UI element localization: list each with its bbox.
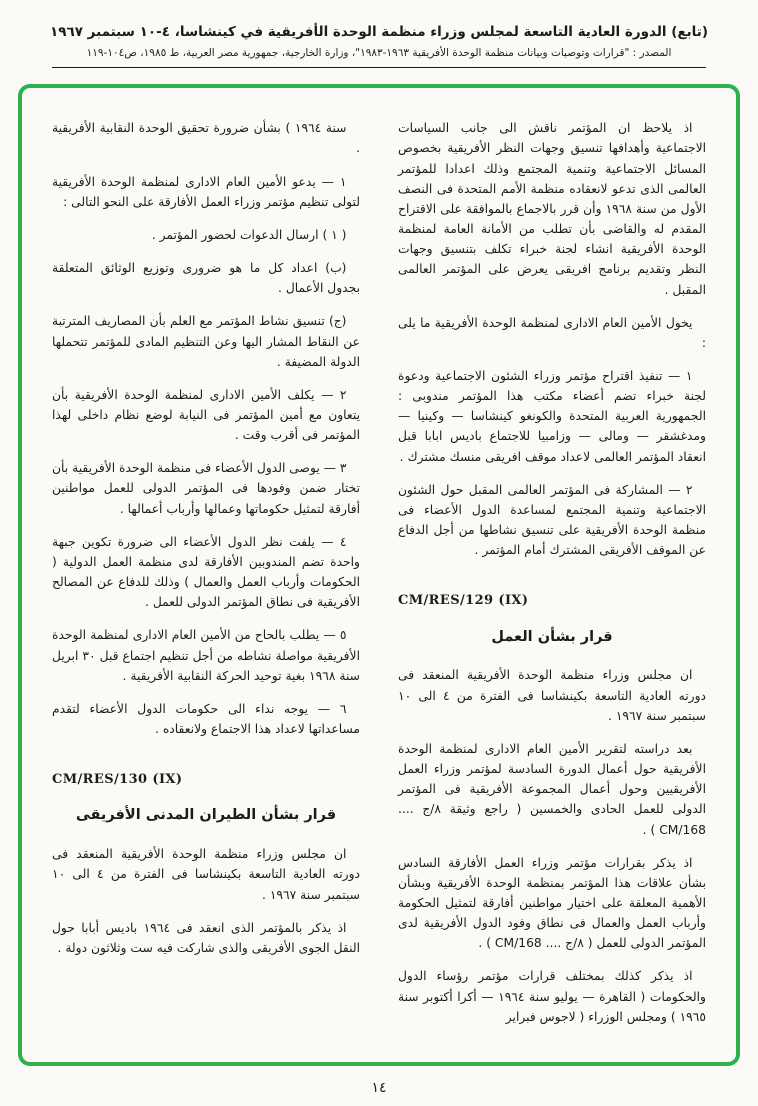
paragraph: ( ١ ) ارسال الدعوات لحضور المؤتمر . [151,227,347,242]
paragraph: (ج) تنسيق نشاط المؤتمر مع العلم بأن المصاريف المترتبة عن النقاط المشار اليها وعن التنظيم المادى للمؤتمر تتحملها الدولة المضيفة . [52,314,360,369]
page-header [0,22,758,68]
paragraph: اذ يلاحظ ان المؤتمر ناقش الى جانب السياسات الاجتماعية وأهدافها تنسيق وجهات النظر الأفريقية بخصوص المسائل الاجتماعية وتنمية المجتمع وذلك اعدادا للمؤتمر العالمى الذى تدعو لانعقاده منظمة الأمم المتحدة فى النصف الأول من سنة ١٩٦٨ وأن قرر بالاجماع بالموافقة على الاقتراح المقدم له والقاضى بأن تطلب من الأمانة العامة لمنظمة الوحدة الأفريقية انشاء لجنة خبراء تكلف بتنسيق وجهات النظر وتقديم برنامج افريقى يعرض على المؤتمر العالمى المقبل . [398,121,706,297]
paragraph: ان مجلس وزراء منظمة الوحدة الأفريقية المنعقد فى دورته العادية التاسعة بكينشاسا فى الفترة من ٤ الى ١٠ سبتمبر سنة ١٩٦٧ . [52,847,361,902]
resolution-title: قرار بشأن الطيران المدنى الأفريقى [75,807,337,824]
column-right [398,118,706,1040]
paragraph: ٢ — المشاركة فى المؤتمر العالمى المقبل حول الشئون الاجتماعية وتنمية المجتمع لمساعدة الدول الأعضاء فى منظمة الوحدة الأفريقية على تنسيق نشاطها من أجل الدفاع عن الموقف الأفريقى المشترك أمام المؤتمر . [398,482,706,558]
paragraph: اذ يذكر بالمؤتمر الذى انعقد فى ١٩٦٤ باديس أبابا حول النقل الجوى الأفريقى والذى شاركت فيه ست وثلاثون دولة . [52,920,360,955]
paragraph: ان مجلس وزراء منظمة الوحدة الأفريقية المنعقد فى دورته العادية التاسعة بكينشاسا فى الفترة من ٤ الى ١٠ سبتمبر سنة ١٩٦٧ . [398,668,707,723]
paragraph: ٤ — يلفت نظر الدول الأعضاء الى ضرورة تكوين جبهة واحدة تضم المندوبين الأفارقة لدى منظمة العمل الدولية ( الحكومات وأرباب العمل والعمال ) وذلك للدفاع عن المصالح الأفريقية فى نطاق المؤتمر الدولى للعمل . [52,534,360,610]
paragraph: ٥ — يطلب بالحاح من الأمين العام الادارى لمنظمة الوحدة الأفريقية مواصلة نشاطه من أجل تنظيم اجتماع قبل ٣٠ ابريل سنة ١٩٦٨ بغية توحيد الحركة النقابية الأفريقية . [52,628,360,683]
source-line: المصدر : "قرارات وتوصيات وبيانات منظمة الوحدة الأفريقية ١٩٦٣-١٩٨٣"، وزارة الخارجية، جمهورية مصر العربية، ط ١٩٨٥، ص١٠٤-١١٩ [86,47,672,60]
paragraph: ١ — تنفيذ اقتراح مؤتمر وزراء الشئون الاجتماعية ودعوة لجنة خبراء تضم أعضاء مكتب هذا المؤتمر مندوبى : الجمهورية العربية المتحدة والكونغو كينشاسا — وكينيا — ومدغشقر — ومالى — وزامبيا للاجتماع باديس ابابا قبل انعقاد المؤتمر العالمى لاعداد موقف افريقى منسك مشترك . [398,368,706,464]
paragraph: ٦ — يوجه نداء الى حكومات الدول الأعضاء لتقدم مساعداتها لاعداد هذا الاجتماع ولانعقاده . [52,701,360,736]
paragraph: يخول الأمين العام الادارى لمنظمة الوحدة الأفريقية ما يلى : [398,315,706,350]
doc-ref: CM/RES/129 (IX) [398,593,529,609]
paragraph: ٢ — يكلف الأمين الادارى لمنظمة الوحدة الأفريقية بأن يتعاون مع أمين المؤتمر فى النيابة لوضع نظام داخلى لهذا المؤتمر فى أقرب وقت . [52,387,360,443]
content-border-box [18,84,740,1066]
paragraph: بعد دراسته لتقرير الأمين العام الادارى لمنظمة الوحدة الأفريقية حول أعمال الدورة السادسة لمؤتمر وزراء العمل الأفريقيين وحول أعمال المجموعة الأفريقية فى المؤتمر الدولى للعمل الحادى والخمسين ( راجع وثيقة ٨/ج .... CM/168 ) . [398,741,706,837]
header-divider [52,67,706,68]
paragraph: سنة ١٩٦٤ ) بشأن ضرورة تحقيق الوحدة النقابية الأفريقية . [52,121,360,156]
paragraph: اذ يذكر بقرارات مؤتمر وزراء العمل الأفارقة السادس بشأن علاقات هذا المؤتمر بمنظمة الوحدة الأفريقية وبشأن الأهمية المعلقة على اختيار مواطنين أفارقة لتمثيل الحكومة وأرباب العمل والعمال فى نطاق وفود الدول الأفريقية لدى المؤتمر الدولى للعمل ( ٨/ج .... CM/168 ) . [398,855,706,951]
paragraph: (ب) اعداد كل ما هو ضرورى وتوزيع الوثائق المتعلقة بجدول الأعمال . [52,261,360,296]
paragraph: ١ — يدعو الأمين العام الادارى لمنظمة الوحدة الأفريقية لتولى تنظيم مؤتمر وزراء العمل الأفارقة على النحو التالى : [52,174,360,209]
document-title: (تابع) الدورة العادية التاسعة لمجلس وزراء منظمة الوحدة الأفريقية في كينشاسا، ٤-١٠ سبتمبر ١٩٦٧ [50,24,708,40]
two-column-layout [52,118,706,1040]
doc-ref: CM/RES/130 (IX) [52,772,183,788]
paragraph: اذ يذكر كذلك بمختلف قرارات مؤتمر رؤساء الدول والحكومات ( القاهرة — يوليو سنة ١٩٦٤ — أكرا أكتوبر سنة ١٩٦٥ ) ومجلس الوزراء ( لاجوس فبراير [398,969,706,1024]
column-left [52,118,360,1040]
paragraph: ٣ — يوصى الدول الأعضاء فى منظمة الوحدة الأفريقية بأن تختار ضمن وفودها فى المؤتمر الدولى للعمل مواطنين أفارقة لتمثيل حكوماتها وعمالها وأرباب أعمالها . [52,461,360,516]
page-number: ١٤ [371,1079,387,1096]
resolution-title: قرار بشأن العمل [491,628,613,645]
